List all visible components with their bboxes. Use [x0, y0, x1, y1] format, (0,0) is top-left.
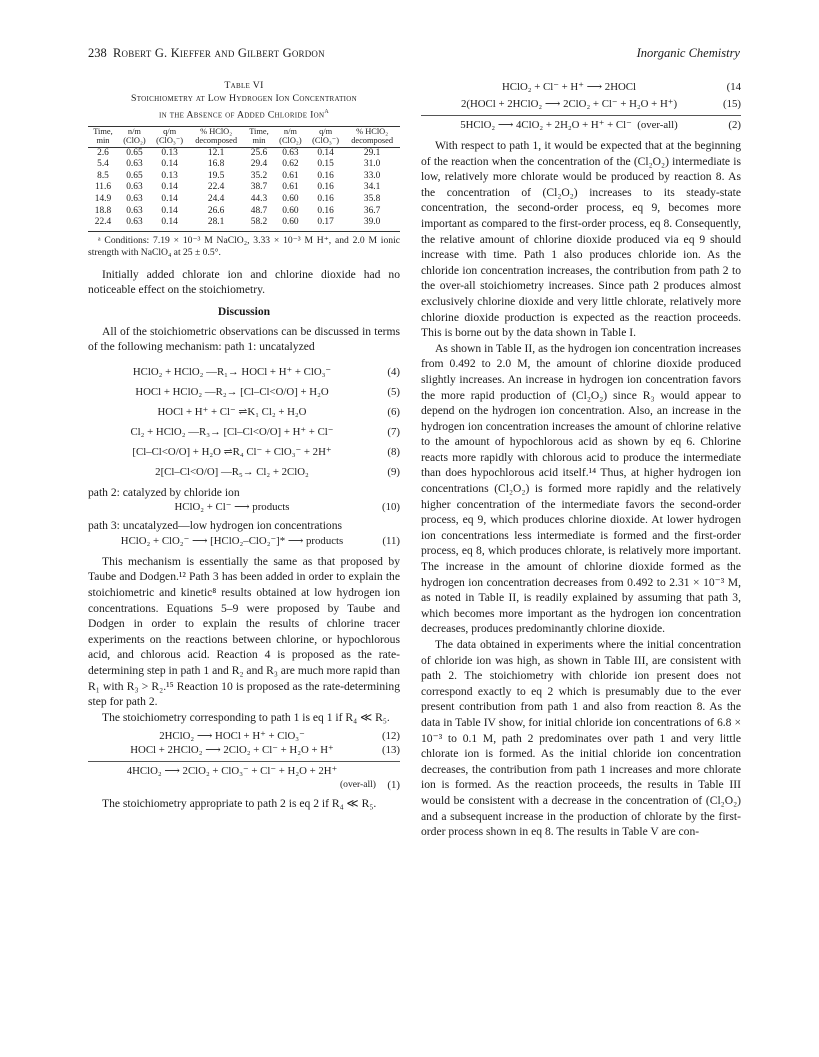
table-cell: 0.63	[282, 147, 299, 158]
table-cell: 16.8	[207, 159, 225, 170]
equation-text: 2HClO₂ ⟶ HOCl + H⁺ + ClO₃⁻	[159, 730, 305, 743]
table-cell: 19.5	[207, 170, 225, 181]
table-header-row	[88, 126, 400, 147]
paragraph-table2: As shown in Table II, as the hydrogen ion concentration increases from 0.492 to 2.0 M, the amount of chlorine dioxide produced slightly increases. An increase in hydrogen ion concentration favors the more rapid production of (Cl₂O₂) since R₃ would appear to depend on the hydrogen ion concentration. Also, an increase in the hydrogen ion concentration increases the amount of chlorine relative to the amount of hypochlorous acid as shown by eq 6. Chlorine reacts more rapidly with chlorous acid to produce the intermediate than does hypochlorous acid itself.¹⁴ Thus, at higher hydrogen ion concentrations (Cl₂O₂) is formed more rapidly and the relatively higher concentration of the intermediate favors the second-order process, eq 9, which produces chlorine dioxide. At lower hydrogen ion concentrations less intermediate is formed and the first-order process, eq 8, which produces chlorate, is relatively more important. The increase in the amount of chlorine dioxide formed as the hydrogen ion concentration decreases from 0.492 to 2.31 × 10⁻³ M, as noted in Table II, is readily explained by assuming that path 3, which becomes more important as the hydrogen ion concentration decreases, produces predominantly chlorine dioxide.	[421, 341, 741, 636]
table-cell: 0.16	[317, 170, 334, 181]
equation-tag: (over-all)	[637, 119, 678, 131]
equation-text: HClO₂ + ClO₂⁻ ⟶ [HClO₂–ClO₂⁻]* ⟶ products	[120, 534, 344, 547]
equation-15	[421, 97, 741, 111]
equation-text: HOCl + 2HClO₂ ⟶ 2ClO₂ + Cl⁻ + H₂O + H⁺	[130, 744, 334, 757]
equation-6	[88, 399, 400, 419]
table-label: Table VI	[224, 80, 264, 91]
equation-number: (6)	[387, 405, 400, 418]
table-caption	[88, 80, 400, 122]
table-cell: 0.13	[161, 170, 178, 181]
table-cell: 8.5	[97, 170, 109, 181]
equation-text: 2(HOCl + 2HClO₂ ⟶ 2ClO₂ + Cl⁻ + H₂O + H⁺)	[460, 98, 678, 110]
table-cell: 0.62	[282, 159, 299, 170]
table-cell: 5.4	[97, 159, 109, 170]
equation-8	[88, 439, 400, 459]
table-cell: 33.0	[363, 170, 381, 181]
equation-10	[88, 500, 400, 514]
table-row	[88, 217, 400, 231]
table-cell: 0.63	[126, 159, 143, 170]
table-cell: 48.7	[250, 205, 268, 216]
table-title-line2-text: in the Absence of Added Chloride Ion	[158, 109, 325, 121]
table-row	[88, 206, 400, 218]
equation-text: 2[Cl–Cl<O/O] —R₅→ Cl₂ + 2ClO₂	[155, 465, 309, 478]
table-cell: 0.65	[126, 147, 143, 158]
table-cell: 0.14	[161, 205, 178, 216]
path2-label: path 2: catalyzed by chloride ion	[88, 485, 240, 499]
col-header: % HClO₂ decomposed	[188, 126, 244, 147]
path3-label: path 3: uncatalyzed—low hydrogen ion concentrations	[88, 519, 343, 533]
table-cell: 0.16	[317, 193, 334, 204]
paragraph-mechanism: All of the stoichiometric observations can be discussed in terms of the following mechanism: path 1: uncatalyzed	[88, 324, 400, 354]
page-number: 238	[88, 46, 107, 60]
table-row	[88, 182, 400, 194]
table-row	[88, 194, 400, 206]
paragraph-taube: This mechanism is essentially the same as that proposed by Taube and Dodgen.¹² Path 3 has been added in order to explain the stoichiometric and kinetic⁸ results obtained at low hydrogen ion concentrations. Equations 5–9 were proposed by Taube and Dodgen in order to explain the results of chlorine tracer experiments on the reactions between chlorine, or hypochlorous acid, and chlorous acid. Reaction 4 is proposed as the rate-determining step in path 1 and R₂ and R₃ are much more rapid than R₁ with R₃ > R₂.¹⁵ Reaction 10 is proposed as the rate-determining step for path 2.	[88, 554, 400, 709]
table-cell: 0.14	[161, 159, 178, 170]
table-cell: 0.14	[161, 193, 178, 204]
equation-text: 4HClO₂ ⟶ 2ClO₂ + ClO₃⁻ + Cl⁻ + H₂O + 2H⁺	[126, 765, 338, 778]
table-cell: 29.1	[363, 147, 381, 158]
equation-formula: 5HClO₂ ⟶ 4ClO₂ + 2H₂O + H⁺ + Cl⁻	[460, 119, 632, 131]
table-cell: 14.9	[94, 193, 112, 204]
col-header: % HClO₂ decomposed	[344, 126, 400, 147]
equation-number: (9)	[387, 465, 400, 478]
equation-12	[88, 729, 400, 743]
table-cell: 25.6	[250, 147, 268, 158]
equation-1	[88, 764, 400, 792]
table-cell: 0.63	[126, 193, 143, 204]
equation-text: HClO₂ + Cl⁻ ⟶ products	[174, 501, 290, 514]
table-cell: 44.3	[250, 193, 268, 204]
table-cell: 24.4	[207, 193, 225, 204]
table-cell: 0.60	[282, 193, 299, 204]
table-cell: 0.13	[161, 147, 178, 158]
equation-5	[88, 379, 400, 399]
table-cell: 0.63	[118, 217, 151, 231]
table-cell: 0.14	[161, 182, 178, 193]
equation-tag: (over-all)	[339, 779, 376, 791]
paragraph-path1: With respect to path 1, it would be expected that at the beginning of the reaction when the concentration of the (Cl₂O₂) intermediate is low, relatively more chlorate would be produced by reaction 8. As the concentration of (Cl₂O₂) increases to its steady-state concentration, the second-order process, eq 9, becomes more important as compared to the first-order process, eq 8. Consequently, the relative amount of chlorine dioxide produced via eq 9 should increase with time. Path 1 also produces chloride ion. As the chloride ion concentration increases, the contribution from path 2 to the over-all stoichiometry increases. Since path 2 produces almost exclusively chlorine dioxide and very little chlorate, relatively more chlorine dioxide production is expected as the reaction proceeds. This is borne out by the data shown in Table I.	[421, 139, 741, 340]
table-cell: 28.1	[188, 217, 244, 231]
table-cell: 22.4	[207, 182, 225, 193]
equation-number: (2)	[728, 119, 741, 131]
table-cell: 0.60	[274, 217, 307, 231]
journal-name: Inorganic Chemistry	[636, 46, 740, 60]
table-cell: 38.7	[250, 182, 268, 193]
table-cell: 35.2	[250, 170, 268, 181]
table-cell: 0.63	[126, 182, 143, 193]
paragraph-stoich2: The stoichiometry appropriate to path 2 is eq 2 if R₄ ≪ R₅.	[102, 797, 377, 811]
table-cell: 0.14	[151, 217, 188, 231]
right-column	[421, 80, 741, 840]
running-header	[88, 46, 740, 66]
table-cell: 2.6	[97, 147, 109, 158]
table-cell: 0.63	[126, 205, 143, 216]
table-cell: 29.4	[250, 159, 268, 170]
equation-text: Cl₂ + HClO₂ —R₃→ [Cl–Cl<O/O] + H⁺ + Cl⁻	[130, 425, 334, 438]
equation-rule	[421, 115, 741, 116]
section-heading-discussion: Discussion	[217, 304, 271, 318]
table-cell: 0.61	[282, 170, 299, 181]
col-header: Time, min	[88, 126, 118, 147]
paragraph-table3: The data obtained in experiments where the initial concentration of chloride ion was high, as shown in Table III, are consistent with path 2. The stoichiometry with chloride ion present does not correspond exactly to eq 2 which is presumably due to the ever present contribution from path 1 and also from reaction 8. As the data in Table IV show, for initial chloride ion concentrations of 6.8 × 10⁻³ to 0.1 M, path 2 predominates over path 1 and very little chlorate ion is formed. As the initial chloride ion concentration decreases, the contribution from path 1 increases and more chlorate ion is formed. As the reaction proceeds, the results in Table III would be consistent with a decrease in the concentration of (Cl₂O₂) and a subsequent increase in the production of chlorate by the first-order process shown in eq 8. The results in Table V are con-	[421, 638, 741, 839]
equation-text: HClO₂ + Cl⁻ + H⁺ ⟶ 2HOCl	[501, 81, 636, 93]
table-cell: 0.15	[317, 159, 334, 170]
equation-rule	[88, 761, 400, 762]
equation-4	[88, 359, 400, 379]
equation-number: (7)	[387, 425, 400, 438]
equation-9	[88, 459, 400, 479]
table-cell: 39.0	[344, 217, 400, 231]
table-cell: 0.60	[282, 205, 299, 216]
equation-text: HClO₂ + HClO₂ —R₁→ HOCl + H⁺ + ClO₃⁻	[132, 365, 332, 378]
equation-number: (11)	[382, 534, 400, 547]
table-row	[88, 171, 400, 183]
col-header: n/m (ClO₂)	[274, 126, 307, 147]
equation-2	[421, 118, 741, 132]
paragraph-initial: Initially added chlorate ion and chlorine dioxide had no noticeable effect on the stoichiometry.	[88, 267, 400, 297]
equation-13	[88, 743, 400, 757]
equation-7	[88, 419, 400, 439]
table-cell: 12.1	[207, 147, 225, 158]
table-cell: 31.0	[363, 159, 381, 170]
equation-number: (12)	[382, 730, 400, 743]
table-cell: 0.14	[317, 147, 334, 158]
table-title-line2	[88, 105, 400, 122]
table-vi	[88, 126, 400, 232]
header-authors: Robert G. Kieffer and Gilbert Gordon	[113, 46, 325, 60]
equation-number: (5)	[387, 385, 400, 398]
col-header: q/m (ClO₃⁻)	[151, 126, 188, 147]
table-cell: 0.65	[126, 170, 143, 181]
table-title-line1: Stoichiometry at Low Hydrogen Ion Concentration	[130, 92, 357, 104]
paragraph-stoich1: The stoichiometry corresponding to path 1 is eq 1 if R₄ ≪ R₅.	[102, 710, 390, 724]
equation-text: HOCl + H⁺ + Cl⁻ ⇌K₁ Cl₂ + H₂O	[157, 405, 307, 418]
table-cell: 35.8	[363, 193, 381, 204]
equation-number: (10)	[382, 501, 400, 514]
equation-text: [Cl–Cl<O/O] + H₂O ⇌R₄ Cl⁻ + ClO₃⁻ + 2H⁺	[132, 445, 332, 458]
col-header: q/m (ClO₃⁻)	[307, 126, 344, 147]
left-column	[88, 80, 400, 812]
table-cell: 0.16	[317, 205, 334, 216]
col-header: Time, min	[244, 126, 274, 147]
header-left	[88, 46, 325, 61]
table-cell: 26.6	[207, 205, 225, 216]
table-cell: 58.2	[244, 217, 274, 231]
table-cell: 0.17	[307, 217, 344, 231]
equation-number: (1)	[387, 779, 400, 792]
equation-text: HOCl + HClO₂ —R₂→ [Cl–Cl<O/O] + H₂O	[135, 385, 329, 398]
table-title-mark: a	[324, 106, 330, 115]
table-cell: 34.1	[363, 182, 381, 193]
equation-14	[421, 80, 741, 94]
table-row	[88, 159, 400, 171]
equation-number: (13)	[382, 744, 400, 757]
table-cell: 36.7	[363, 205, 381, 216]
table-cell: 11.6	[94, 182, 112, 193]
equation-11	[88, 534, 400, 548]
equation-number: (15)	[723, 98, 741, 110]
equation-number: (4)	[387, 365, 400, 378]
col-header: n/m (ClO₂)	[118, 126, 151, 147]
table-row	[88, 147, 400, 159]
equation-text	[421, 118, 741, 132]
table-cell: 18.8	[94, 205, 112, 216]
table-cell: 0.16	[317, 182, 334, 193]
table-cell: 0.61	[282, 182, 299, 193]
table-cell: 22.4	[88, 217, 118, 231]
equation-number: (8)	[387, 445, 400, 458]
table-footnote: ᵃ Conditions: 7.19 × 10⁻³ M NaClO₂, 3.33 × 10⁻³ M H⁺, and 2.0 M ionic strength with NaClO₄ at 25 ± 0.5°.	[88, 234, 400, 258]
equation-number: (14	[726, 81, 741, 93]
